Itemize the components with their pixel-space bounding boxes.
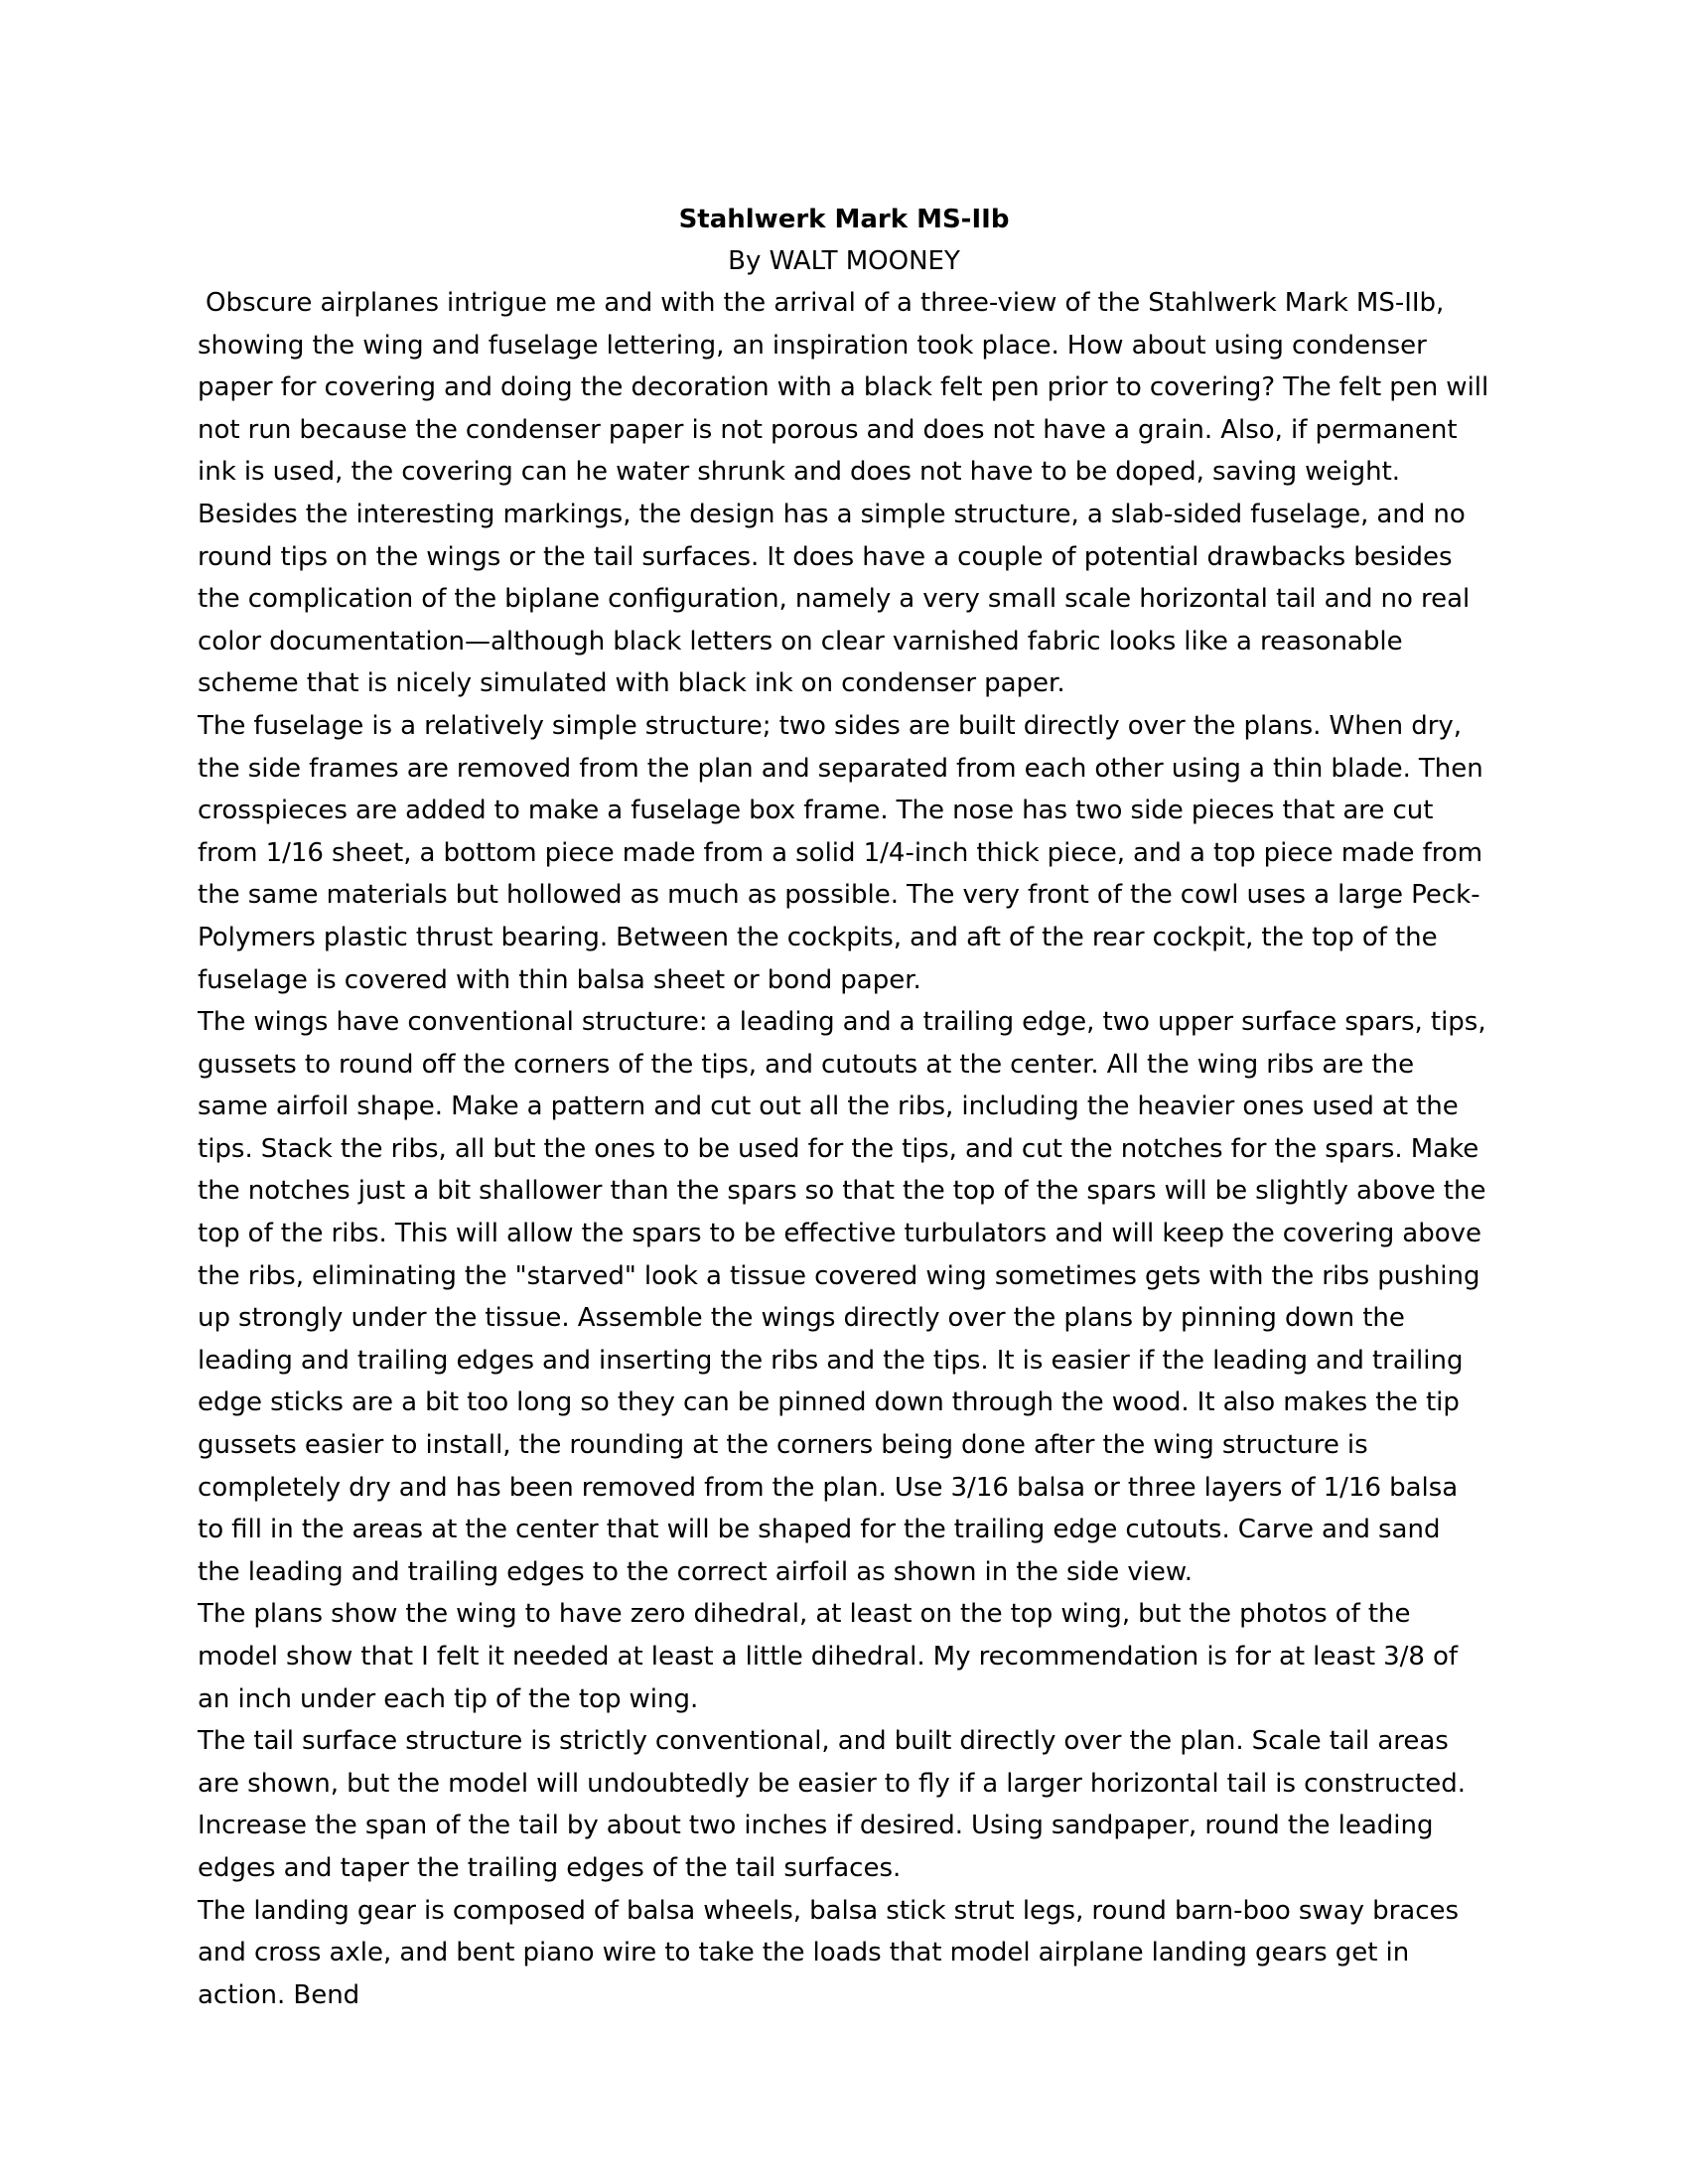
paragraph-fuselage: The fuselage is a relatively simple structure; two sides are built directly over the plans. When dry, the side frames are removed from the plan and separated from each other using a thin blade. Then crosspieces are added to make a fuselage box frame. The nose has two side pieces that are cut from 1/16 sheet, a bottom piece made from a solid 1/4-inch thick piece, and a top piece made from the same materials but hollowed as much as possible. The very front of the cowl uses a large Peck-Polymers plastic thrust bearing. Between the cockpits, and aft of the rear cockpit, the top of the fuselage is covered with thin balsa sheet or bond paper. [198,710,1483,995]
paragraph-design: Besides the interesting markings, the design has a simple structure, a slab-sided fuselage, and no round tips on the wings or the tail surfaces. It does have a couple of potential drawbacks besides the complication of the biplane configuration, namely a very small scale horizontal tail and no real color documentation—although black letters on clear varnished fabric looks like a reasonable scheme that is nicely simulated with black ink on condenser paper. [198,499,1471,699]
paragraph-dihedral: The plans show the wing to have zero dihedral, at least on the top wing, but the photos of the model show that I felt it needed at least a little dihedral. My recommendation is for at least 3/8 of an inch under each tip of the top wing. [198,1599,1459,1714]
article-title: Stahlwerk Mark MS-IIb [678,205,1010,234]
paragraph-intro: Obscure airplanes intrigue me and with the arrival of a three-view of the Stahlwerk Mark MS-IIb, showing the wing and fuselage lettering, an inspiration took place. How about using condenser paper for covering and doing the decoration with a black felt pen prior to covering? The felt pen will not run because the condenser paper is not porous and does not have a grain. Also, if permanent ink is used, the covering can he water shrunk and does not have to be doped, saving weight. [198,288,1489,488]
article-body [198,199,1490,2016]
paragraph-tail: The tail surface structure is strictly conventional, and built directly over the plan. Scale tail areas are shown, but the model will undoubtedly be easier to fly if a larger horizontal tail is constructed. Increase the span of the tail by about two inches if desired. Using sandpaper, round the leading edges and taper the trailing edges of the tail surfaces. [198,1726,1466,1883]
article-byline: By WALT MOONEY [728,246,960,276]
paragraph-landing-gear: The landing gear is composed of balsa wheels, balsa stick strut legs, round barn-boo sway braces and cross axle, and bent piano wire to take the loads that model airplane landing gears get in action. Bend [198,1895,1460,2010]
paragraph-wings: The wings have conventional structure: a leading and a trailing edge, two upper surface spars, tips, gussets to round off the corners of the tips, and cutouts at the center. All the wing ribs are the same airfoil shape. Make a pattern and cut out all the ribs, including the heavier ones used at the tips. Stack the ribs, all but the ones to be used for the tips, and cut the notches for the spars. Make the notches just a bit shallower than the spars so that the top of the spars will be slightly above the top of the ribs. This will allow the spars to be effective turbulators and will keep the covering above the ribs, eliminating the "starved" look a tissue covered wing sometimes gets with the ribs pushing up strongly under the tissue. Assemble the wings directly over the plans by pinning down the leading and trailing edges and inserting the ribs and the tips. It is easier if the leading and trailing edge sticks are a bit too long so they can be pinned down through the wood. It also makes the tip gussets easier to install, the rounding at the corners being done after the wing structure is completely dry and has been removed from the plan. Use 3/16 balsa or three layers of 1/16 balsa to fill in the areas at the center that will be shaped for the trailing edge cutouts. Carve and sand the leading and trailing edges to the correct airfoil as shown in the side view. [198,1007,1486,1587]
